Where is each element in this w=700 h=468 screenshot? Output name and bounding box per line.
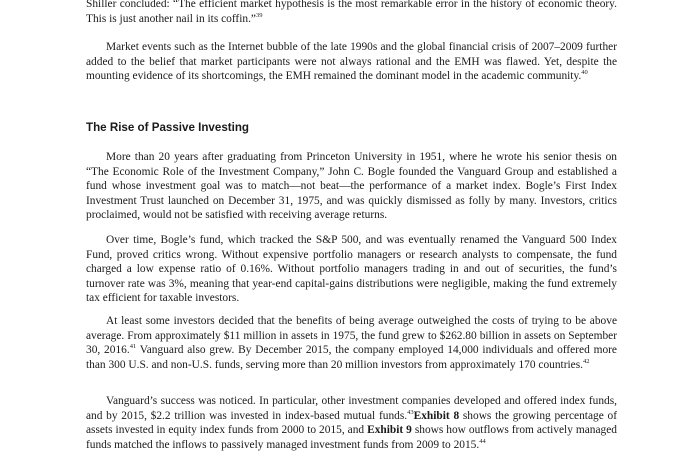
paragraph-index-adoption: [86, 394, 617, 452]
exhibit-9-reference: Exhibit 9: [367, 424, 412, 436]
paragraph-text: shows how outflows from actively managed funds matched the inflows to passively managed investment funds from 2009 to 2015.: [86, 424, 617, 451]
paragraph-text: Vanguard also grew. By December 2015, the company employed 14,000 individuals and offered more than 300 U.S. and non-U.S. funds, serving more than 20 million investors from approximately 170 countries.: [86, 344, 617, 371]
footnote-ref: 40: [581, 69, 588, 77]
paragraph-text: Vanguard’s success was noticed. In particular, other investment companies developed and offered index funds, and by 2015, $2.2 trillion was invested in index-based mutual funds.: [86, 395, 617, 422]
footnote-ref: 41: [129, 343, 137, 351]
footnote-ref: 42: [583, 357, 590, 365]
paragraph-text: Over time, Bogle’s fund, which tracked the S&P 500, and was eventually renamed the Vanguard 500 Index Fund, proved critics wrong. Without expensive portfolio managers or research analysts to compensate, the fund charged a low expense ratio of 0.16%. Without portfolio managers trading in and out of securities, the fund’s turnover rate was 3%, meaning that year-end capital-gains distributions were negligible, making the fund extremely tax efficient for taxable investors.: [86, 234, 617, 304]
paragraph-fund-growth: [86, 314, 617, 372]
paragraph-text: shows the growing percentage of assets invested in equity index funds from 2000 to 2015, and: [86, 409, 617, 436]
paragraph-shiller-quote: [86, 0, 617, 26]
paragraph-vanguard-500: [86, 233, 617, 306]
section-heading: The Rise of Passive Investing: [86, 121, 250, 134]
paragraph-text: Shiller concluded: “The efficient market hypothesis is the most remarkable error in the history of economic theory. This is just another nail in its coffin.”: [86, 0, 617, 25]
footnote-ref: 39: [256, 11, 263, 19]
exhibit-8-reference: Exhibit 8: [413, 409, 460, 422]
paragraph-market-events: [86, 40, 617, 84]
paragraph-text: At least some investors decided that the benefits of being average outweighed the costs of trying to be above average. From approximately $11 million in assets in 1975, the fund grew to $262.80 billion in assets on September 30, 2016.: [86, 315, 617, 356]
paragraph-bogle-history: [86, 150, 617, 223]
footnote-ref: 44: [479, 437, 486, 445]
paragraph-text: Market events such as the Internet bubble of the late 1990s and the global financial crisis of 2007–2009 further added to the belief that market participants were not always rational and the EMH was flawed. Yet, despite the mounting evidence of its shortcomings, the EMH remained the dominant model in the academic community.: [86, 41, 617, 82]
footnote-ref: 43: [407, 408, 414, 416]
paragraph-text: More than 20 years after graduating from Princeton University in 1951, where he wrote his senior thesis on “The Economic Role of the Investment Company,” John C. Bogle founded the Vanguard Group and established a fund whose investment goal was to match—not beat—the performance of a market index. Bogle’s First Index Investment Trust launched on December 31, 1975, and was quickly dismissed as folly by many. Investors, critics proclaimed, would not be satisfied with receiving average returns.: [86, 151, 617, 221]
